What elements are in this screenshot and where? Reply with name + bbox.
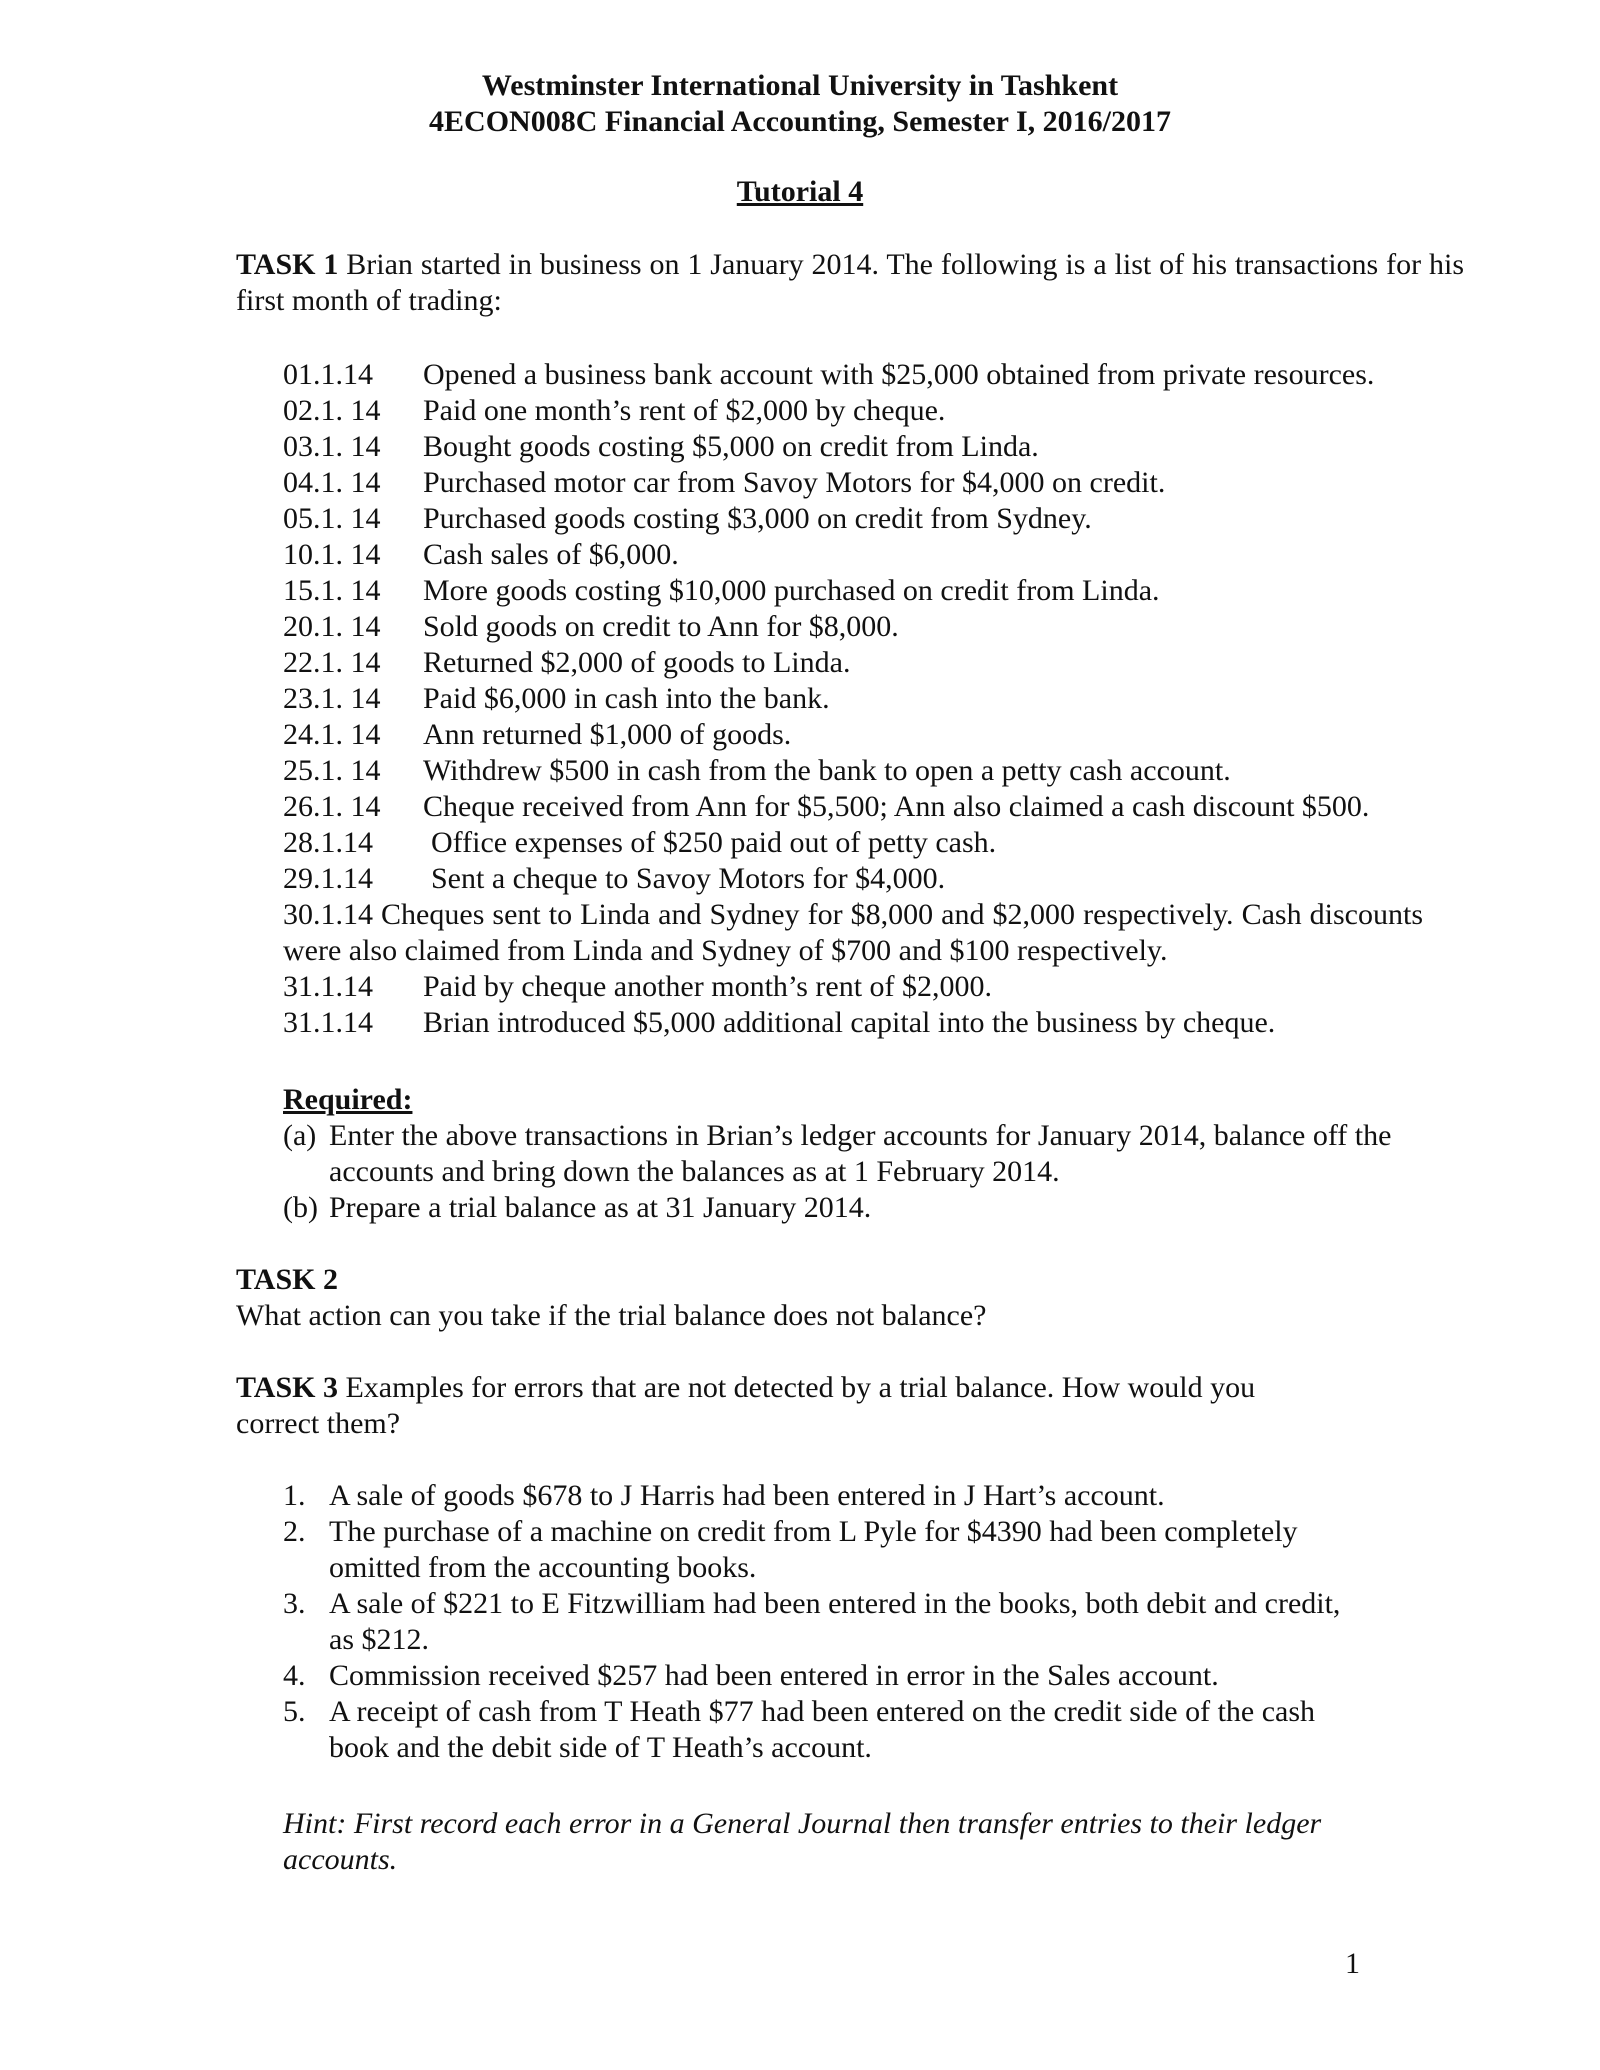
university-title: Westminster International University in Tashkent: [481, 69, 1119, 102]
transaction-item: [283, 681, 1423, 717]
required-item: [283, 1190, 1463, 1226]
error-number: 3.: [283, 1587, 306, 1620]
transaction-item: [283, 357, 1423, 393]
transaction-item: [283, 969, 1423, 1005]
error-number: 1.: [283, 1479, 306, 1512]
task1-label: TASK 1: [236, 248, 339, 281]
transaction-item: [283, 789, 1423, 825]
transaction-date: 01.1.14: [283, 358, 373, 391]
transaction-date: 24.1. 14: [283, 718, 381, 751]
transaction-text: Opened a business bank account with $25,000 obtained from private resources.: [423, 358, 1375, 391]
page-number: 1: [1345, 1947, 1360, 1980]
transaction-item: [283, 537, 1423, 573]
task2-label: TASK 2: [236, 1263, 338, 1296]
transaction-text: Paid by cheque another month’s rent of $2,000.: [423, 970, 993, 1003]
transaction-date: 02.1. 14: [283, 394, 381, 427]
transaction-date: 03.1. 14: [283, 430, 381, 463]
transaction-text: Purchased motor car from Savoy Motors for $4,000 on credit.: [423, 466, 1166, 499]
task3-intro-text: Examples for errors that are not detected by a trial balance. How would you correct them?: [236, 1371, 1256, 1440]
transaction-date: 25.1. 14: [283, 754, 381, 787]
transaction-text: Sold goods on credit to Ann for $8,000.: [423, 610, 899, 643]
tutorial-title: Tutorial 4: [736, 175, 864, 208]
transaction-date: 20.1. 14: [283, 610, 381, 643]
transaction-item: [283, 501, 1423, 537]
transaction-text: Withdrew $500 in cash from the bank to open a petty cash account.: [423, 754, 1231, 787]
transaction-text: Sent a cheque to Savoy Motors for $4,000.: [431, 862, 946, 895]
transaction-item: [283, 465, 1423, 501]
transaction-text: More goods costing $10,000 purchased on credit from Linda.: [423, 574, 1160, 607]
transaction-item: [283, 861, 1423, 897]
required-marker: (a): [283, 1119, 317, 1152]
error-item: [283, 1514, 1363, 1586]
error-text: Commission received $257 had been entered in error in the Sales account.: [329, 1659, 1219, 1692]
transaction-text: Cheque received from Ann for $5,500; Ann also claimed a cash discount $500.: [423, 790, 1370, 823]
transaction-item: [283, 753, 1423, 789]
error-text: A sale of goods $678 to J Harris had been entered in J Hart’s account.: [329, 1479, 1165, 1512]
transaction-date: 31.1.14: [283, 970, 373, 1003]
required-list: [283, 1118, 1463, 1226]
transaction-list: [283, 357, 1423, 1041]
transaction-text: Cash sales of $6,000.: [423, 538, 679, 571]
course-title: 4ECON008C Financial Accounting, Semester I, 2016/2017: [429, 105, 1171, 138]
required-item: [283, 1118, 1463, 1190]
error-number: 5.: [283, 1695, 306, 1728]
transaction-text: Brian introduced $5,000 additional capital into the business by cheque.: [423, 1006, 1276, 1039]
required-marker: (b): [283, 1191, 318, 1224]
hint-text: Hint: First record each error in a General Journal then transfer entries to their ledger accounts.: [283, 1807, 1322, 1876]
transaction-text: Office expenses of $250 paid out of petty cash.: [431, 826, 997, 859]
transaction-date: 29.1.14: [283, 862, 373, 895]
transaction-text: Paid $6,000 in cash into the bank.: [423, 682, 830, 715]
transaction-date: 15.1. 14: [283, 574, 381, 607]
transaction-item: [283, 393, 1423, 429]
transaction-item: [283, 573, 1423, 609]
transaction-text: Bought goods costing $5,000 on credit from Linda.: [423, 430, 1039, 463]
error-item: [283, 1694, 1363, 1766]
required-text: Prepare a trial balance as at 31 January 2014.: [329, 1191, 872, 1224]
error-text: A receipt of cash from T Heath $77 had been entered on the credit side of the cash book and the debit side of T Heath’s account.: [329, 1695, 1316, 1764]
transaction-text: Ann returned $1,000 of goods.: [423, 718, 792, 751]
transaction-date: 26.1. 14: [283, 790, 381, 823]
task3-label: TASK 3: [236, 1371, 338, 1404]
transaction-date: 10.1. 14: [283, 538, 381, 571]
required-heading: Required:: [283, 1083, 413, 1116]
transaction-date: 04.1. 14: [283, 466, 381, 499]
transaction-item: [283, 825, 1423, 861]
error-text: A sale of $221 to E Fitzwilliam had been entered in the books, both debit and credit, as $212.: [329, 1587, 1341, 1656]
error-number: 4.: [283, 1659, 306, 1692]
error-item: [283, 1478, 1363, 1514]
transaction-text: Returned $2,000 of goods to Linda.: [423, 646, 851, 679]
transaction-item-long: 30.1.14 Cheques sent to Linda and Sydney for $8,000 and $2,000 respectively. Cash discounts were also claimed from Linda and Sydney of $700 and $100 respectively.: [283, 898, 1423, 967]
error-list: [283, 1478, 1363, 1766]
task1-intro-text: Brian started in business on 1 January 2014. The following is a list of his transactions for his first month of trading:: [236, 248, 1465, 317]
transaction-item: [283, 429, 1423, 465]
task3-intro: [236, 1370, 1316, 1442]
transaction-date: 05.1. 14: [283, 502, 381, 535]
error-number: 2.: [283, 1515, 306, 1548]
task1-intro: [236, 247, 1464, 319]
error-text: The purchase of a machine on credit from L Pyle for $4390 had been completely omitted from the accounting books.: [329, 1515, 1298, 1584]
transaction-text: Purchased goods costing $3,000 on credit from Sydney.: [423, 502, 1092, 535]
transaction-item: [283, 609, 1423, 645]
transaction-item: [283, 1005, 1423, 1041]
error-item: [283, 1586, 1363, 1658]
transaction-item: [283, 645, 1423, 681]
transaction-date: 28.1.14: [283, 826, 373, 859]
transaction-item: [283, 717, 1423, 753]
transaction-text: Paid one month’s rent of $2,000 by cheque.: [423, 394, 946, 427]
transaction-date: 31.1.14: [283, 1006, 373, 1039]
transaction-date: 22.1. 14: [283, 646, 381, 679]
task2-question: What action can you take if the trial balance does not balance?: [236, 1299, 987, 1332]
error-item: [283, 1658, 1363, 1694]
required-text: Enter the above transactions in Brian’s ledger accounts for January 2014, balance off the accounts and bring down the balances as at 1 February 2014.: [329, 1119, 1392, 1188]
transaction-date: 23.1. 14: [283, 682, 381, 715]
